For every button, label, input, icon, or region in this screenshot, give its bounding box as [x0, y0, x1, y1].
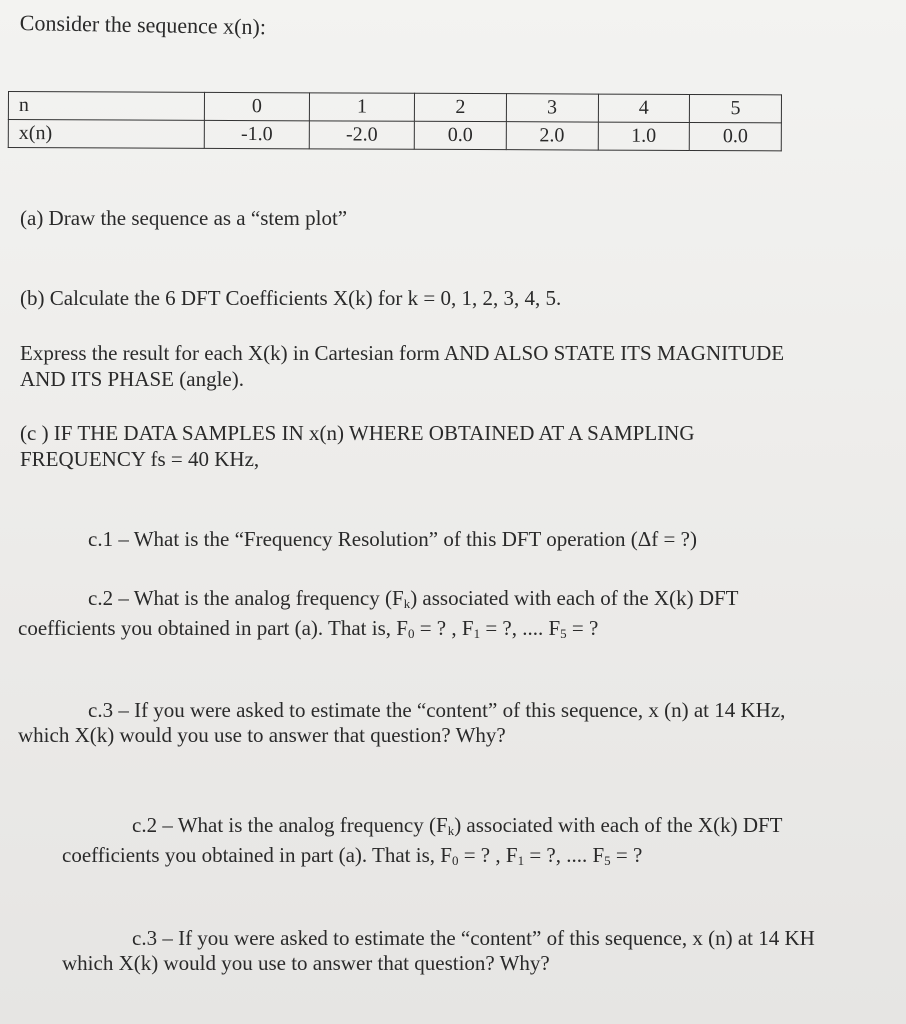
page-title: Consider the sequence x(n): — [19, 10, 267, 40]
c2-repeat-line1: c.2 – What is the analog frequency $(F_k)$ associated with each of the X(k) DFT — [132, 813, 783, 838]
c3-line2: which X(k) would you use to answer that question? Why? — [18, 723, 506, 747]
row-label-n: n — [8, 92, 204, 121]
c3-repeat-line2: which X(k) would you use to answer that question? Why? — [62, 951, 550, 975]
part-c-line2: FREQUENCY fs = 40 KHz, — [20, 447, 260, 471]
n-value: 0 — [204, 92, 309, 120]
n-value: 1 — [309, 93, 414, 121]
c3-repeat-line1: c.3 – If you were asked to estimate the “content” of this sequence, x (n) at 14 KH — [132, 926, 815, 950]
table-row-n — [8, 92, 781, 123]
c2-repeat-line2: coefficients you obtained in part (a). That is, $F_0$ = ? , $F_1$ = ?, .... $F_5$ = ? — [62, 843, 643, 868]
n-value: 3 — [506, 94, 598, 122]
x-value: -1.0 — [204, 120, 309, 148]
c2-line2: coefficients you obtained in part (a). That is, $F_0$ = ? , $F_1$ = ?, .... $F_5$ = ? — [18, 616, 599, 641]
n-value: 2 — [414, 93, 506, 121]
c3-line1: c.3 – If you were asked to estimate the “content” of this sequence, x (n) at 14 KHz, — [88, 698, 786, 722]
part-a-text: (a) Draw the sequence as a “stem plot” — [20, 206, 348, 230]
part-b-line1: (b) Calculate the 6 DFT Coefficients X(k) for k = 0, 1, 2, 3, 4, 5. — [20, 286, 562, 310]
c1-question: c.1 – What is the “Frequency Resolution” of this DFT operation (Δf = ?) — [88, 527, 697, 551]
n-value: 4 — [598, 94, 690, 122]
table-row-x — [8, 120, 781, 151]
x-value: 1.0 — [598, 122, 690, 150]
part-c-line1: (c ) IF THE DATA SAMPLES IN x(n) WHERE OBTAINED AT A SAMPLING — [20, 421, 695, 445]
n-value: 5 — [690, 94, 782, 122]
c2-line1: c.2 – What is the analog frequency $(F_k)$ associated with each of the X(k) DFT — [88, 586, 739, 611]
row-label-x: x(n) — [8, 120, 204, 149]
part-b-line2: Express the result for each X(k) in Cartesian form AND ALSO STATE ITS MAGNITUDE — [20, 341, 785, 365]
x-value: -2.0 — [309, 121, 414, 149]
part-b-line3: AND ITS PHASE (angle). — [20, 367, 244, 391]
x-value: 2.0 — [506, 122, 598, 150]
x-value: 0.0 — [414, 121, 506, 149]
x-value: 0.0 — [689, 122, 781, 150]
sequence-table — [8, 91, 782, 151]
